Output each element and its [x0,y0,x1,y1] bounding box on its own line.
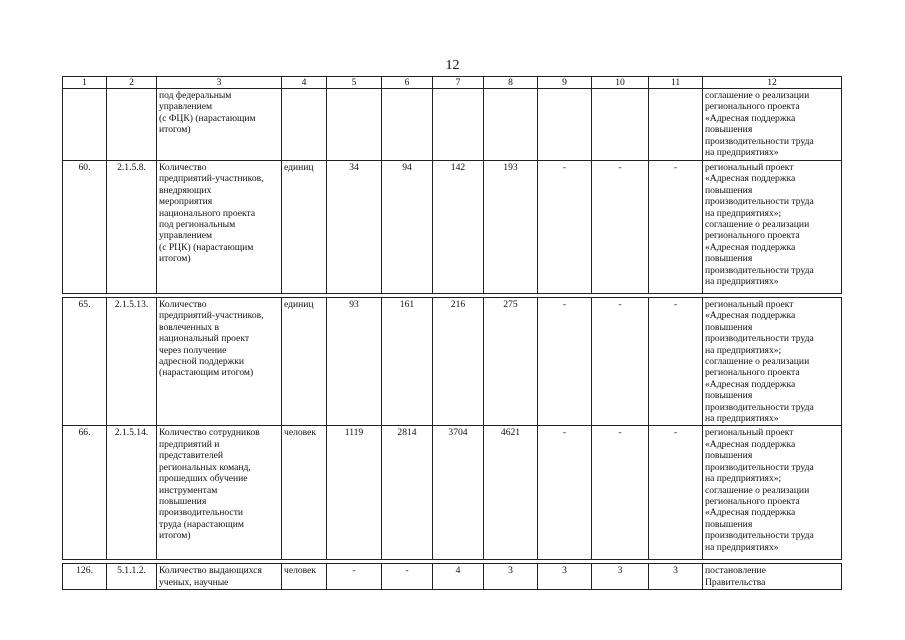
column-header: 4 [282,77,327,89]
column-header: 5 [327,77,382,89]
value-col-10: - [592,426,649,560]
row-number: 66. [63,426,107,560]
column-header: 10 [592,77,649,89]
basis-document: соглашение о реализации регионального проекта «Адресная поддержка повышения производительности труда на предприятиях» [703,89,842,161]
value-col-9: - [538,298,592,426]
value-col-5: 34 [327,161,382,294]
column-header: 7 [433,77,484,89]
value-col-10: - [592,298,649,426]
indicator-code: 2.1.5.8. [107,161,157,294]
value-col-9: - [538,426,592,560]
indicator-code: 2.1.5.13. [107,298,157,426]
value-col-8: 275 [484,298,538,426]
unit: человек [282,426,327,560]
value-col-7: 142 [433,161,484,294]
column-header: 8 [484,77,538,89]
column-header: 6 [382,77,433,89]
value-col-11: - [649,298,703,426]
value-col-11 [649,89,703,161]
value-col-6: 94 [382,161,433,294]
column-header: 1 [63,77,107,89]
column-header: 9 [538,77,592,89]
basis-document: постановление Правительства [703,564,842,590]
value-col-7: 3704 [433,426,484,560]
basis-document: региональный проект «Адресная поддержка повышения производительности труда на предприятиях»; соглашение о реализации регионального проекта «Адресная поддержка повышения производительности труда на предприятиях» [703,298,842,426]
row-number: 60. [63,161,107,294]
value-col-5 [327,89,382,161]
value-col-11: 3 [649,564,703,590]
value-col-10: - [592,161,649,294]
unit: человек [282,564,327,590]
table-row [63,426,842,560]
value-col-5: 1119 [327,426,382,560]
value-col-9: 3 [538,564,592,590]
value-col-5: 93 [327,298,382,426]
table-row [63,564,842,590]
unit: единиц [282,298,327,426]
value-col-7: 4 [433,564,484,590]
row-number: 65. [63,298,107,426]
value-col-7: 216 [433,298,484,426]
value-col-9 [538,89,592,161]
indicator-name: Количество выдающихся ученых, научные [157,564,282,590]
row-number: 126. [63,564,107,590]
value-col-6: 2814 [382,426,433,560]
column-header: 3 [157,77,282,89]
column-header: 2 [107,77,157,89]
unit: единиц [282,161,327,294]
page-number: 12 [445,58,460,73]
indicators-table [62,76,842,590]
basis-document: региональный проект «Адресная поддержка повышения производительности труда на предприятиях»; соглашение о реализации регионального проекта «Адресная поддержка повышения производительности труда на предприятиях» [703,426,842,560]
header-row [63,77,842,89]
value-col-11: - [649,161,703,294]
value-col-8: 193 [484,161,538,294]
table-row [63,161,842,294]
value-col-10: 3 [592,564,649,590]
value-col-8 [484,89,538,161]
table-row [63,298,842,426]
value-col-6: 161 [382,298,433,426]
value-col-6: - [382,564,433,590]
indicator-name: Количество сотрудников предприятий и представителей региональных команд, прошедших обучение инструментам повышения производительности труда (нарастающим итогом) [157,426,282,560]
value-col-8: 4621 [484,426,538,560]
column-header: 11 [649,77,703,89]
row-number [63,89,107,161]
indicator-name: Количество предприятий-участников, внедряющих мероприятия национального проекта под региональным управлением (с РЦК) (нарастающим итогом) [157,161,282,294]
indicator-name: под федеральным управлением (с ФЦК) (нарастающим итогом) [157,89,282,161]
value-col-10 [592,89,649,161]
value-col-7 [433,89,484,161]
value-col-8: 3 [484,564,538,590]
basis-document: региональный проект «Адресная поддержка повышения производительности труда на предприятиях»; соглашение о реализации регионального проекта «Адресная поддержка повышения производительности труда на предприятиях» [703,161,842,294]
table-row [63,89,842,161]
column-header: 12 [703,77,842,89]
indicator-code: 5.1.1.2. [107,564,157,590]
indicator-name: Количество предприятий-участников, вовлеченных в национальный проект через получение адресной поддержки (нарастающим итогом) [157,298,282,426]
value-col-5: - [327,564,382,590]
value-col-6 [382,89,433,161]
value-col-9: - [538,161,592,294]
unit [282,89,327,161]
indicator-code [107,89,157,161]
value-col-11: - [649,426,703,560]
indicator-code: 2.1.5.14. [107,426,157,560]
